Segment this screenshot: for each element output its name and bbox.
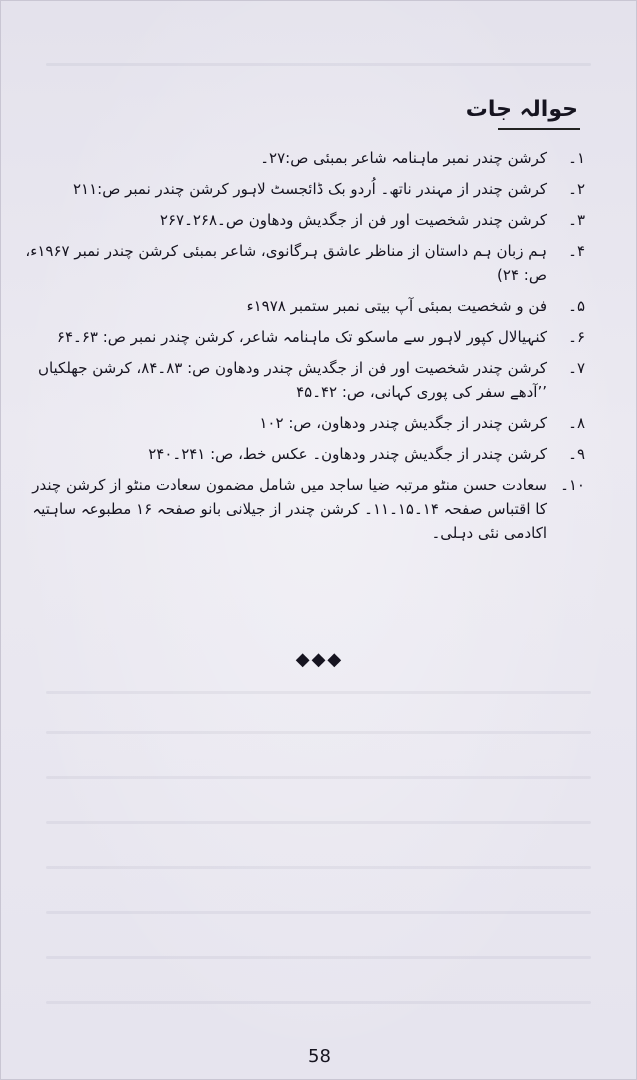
bleed-through-line <box>46 691 591 694</box>
reference-item <box>21 208 585 232</box>
bleed-through-line <box>46 821 591 824</box>
reference-text: کرشن چندر شخصیت اور فن از جگدیش ودھاون ص۔۲۶۸۔۲۶۷ <box>159 211 547 229</box>
reference-item <box>21 442 585 466</box>
bleed-through-line <box>46 956 591 959</box>
bleed-through-line <box>46 731 591 734</box>
reference-text: کرشن چندر از جگدیش چندر ودھاون۔ عکس خط، ص: ۲۴۱۔۲۴۰ <box>148 445 547 463</box>
reference-number: ۴۔ <box>568 242 585 260</box>
reference-number: ۶۔ <box>568 328 585 346</box>
reference-text: ہم زبان ہم داستان از مناظر عاشق ہرگانوی، شاعر بمبئی کرشن چندر نمبر ۱۹۶۷ء، ص: ۲۴) <box>25 242 547 284</box>
reference-text: کرشن چندر شخصیت اور فن از جگدیش چندر ودھاون ص: ۸۳۔۸۴، کرشن جھلکیاں ’’آدھے سفر کی پوری کہانی، ص: ۴۲۔۴۵ <box>37 359 547 401</box>
heading-underline <box>498 128 580 130</box>
reference-item <box>21 146 585 170</box>
reference-number: ۷۔ <box>568 359 585 377</box>
reference-item <box>21 177 585 201</box>
reference-number: ۱۔ <box>568 149 585 167</box>
reference-number: ۳۔ <box>568 211 585 229</box>
bleed-through-line <box>46 911 591 914</box>
reference-item <box>21 473 585 545</box>
bleed-through-line <box>46 776 591 779</box>
reference-number: ۲۔ <box>568 180 585 198</box>
reference-list <box>21 146 585 552</box>
reference-number: ۵۔ <box>568 297 585 315</box>
section-heading: حوالہ جات <box>465 97 578 122</box>
reference-text: سعادت حسن منٹو مرتبہ ضیا ساجد میں شامل مضمون سعادت منٹو از کرشن چندر کا اقتباس صفحہ ۱۴۔۱۵۔۱۱۔ کرشن چندر از جیلانی بانو صفحہ ۱۶ مطبوعہ ساہتیہ اکادمی نئی دہلی۔ <box>32 476 547 542</box>
reference-number: ۱۰۔ <box>560 476 585 494</box>
reference-item <box>21 239 585 287</box>
reference-text: فن و شخصیت بمبئی آپ بیتی نمبر ستمبر ۱۹۷۸ء <box>246 297 547 315</box>
page-number: 58 <box>308 1046 331 1067</box>
reference-item <box>21 294 585 318</box>
reference-text: کرشن چندر از جگدیش چندر ودھاون، ص: ۱۰۲ <box>259 414 547 432</box>
reference-number: ۹۔ <box>568 445 585 463</box>
reference-text: کرشن چندر نمبر ماہنامہ شاعر بمبئی ص:۲۷۔ <box>260 149 547 167</box>
bleed-through-line <box>46 1001 591 1004</box>
bleed-through-line <box>46 866 591 869</box>
bleed-through-line <box>46 63 591 66</box>
reference-text: کرشن چندر از مہندر ناتھ۔ اُردو بک ڈائجسٹ لاہور کرشن چندر نمبر ص:۲۱۱ <box>72 180 547 198</box>
reference-text: کنہیالال کپور لاہور سے ماسکو تک ماہنامہ شاعر، کرشن چندر نمبر ص: ۶۳۔۶۴ <box>56 328 547 346</box>
reference-item <box>21 325 585 349</box>
section-end-ornament: ◆◆◆ <box>295 649 344 670</box>
reference-number: ۸۔ <box>568 414 585 432</box>
reference-item <box>21 356 585 404</box>
reference-item <box>21 411 585 435</box>
